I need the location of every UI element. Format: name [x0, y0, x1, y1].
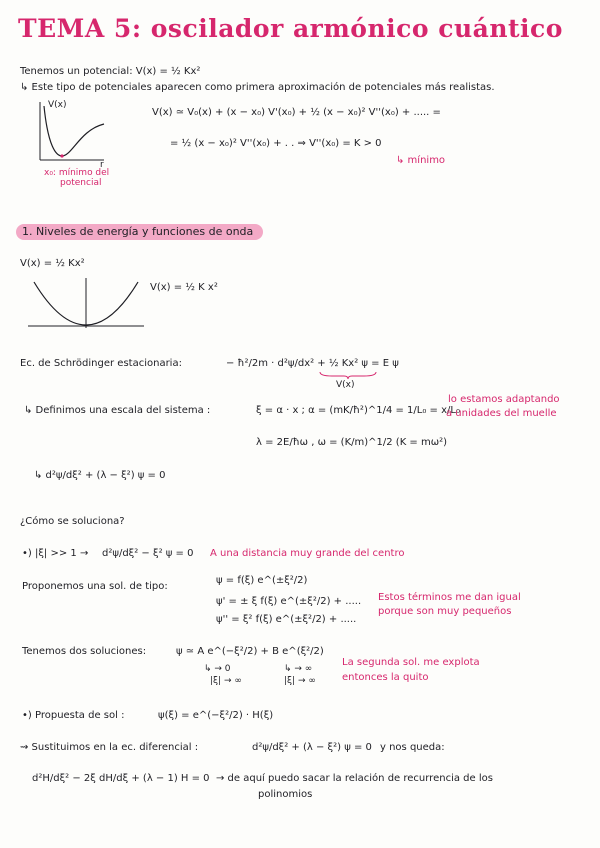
limit-2-cond: |ξ| → ∞: [284, 676, 316, 686]
substitute-label: ⇝ Sustituimos en la ec. diferencial :: [20, 742, 199, 753]
intro-description: ↳ Este tipo de potenciales aparecen como primera aproximación de potenciales más realistas.: [20, 82, 495, 93]
hermite-note-1: → de aquí puedo sacar la relación de recurrencia de los: [216, 773, 493, 784]
two-solutions-label: Tenemos dos soluciones:: [22, 646, 147, 657]
taylor-expansion-1: V(x) ≃ V₀(x) + (x − x₀) V'(x₀) + ½ (x − x₀)² V''(x₀) + ..... =: [152, 107, 441, 118]
substitute-equation: d²ψ/dξ² + (λ − ξ²) ψ = 0: [252, 742, 372, 753]
substitute-tail: y nos queda:: [380, 742, 445, 753]
graph-x-label: r: [100, 160, 104, 170]
scale-equation-2: λ = 2E/ħω , ω = (K/m)^1/2 (K = mω²): [256, 437, 448, 448]
schrodinger-equation: − ħ²/2m · d²ψ/dx² + ½ Kx² ψ = E ψ: [226, 358, 399, 369]
limit-1: ↳ → 0: [204, 664, 231, 674]
asymptotic-equation: d²ψ/dξ² − ξ² ψ = 0: [102, 548, 194, 559]
section-potential: V(x) = ½ Kx²: [20, 258, 85, 269]
scale-note-1: lo estamos adaptando: [448, 394, 560, 405]
proposal-equation: ψ(ξ) = e^(−ξ²/2) · H(ξ): [158, 710, 274, 721]
propose-psi-second: ψ'' = ξ² f(ξ) e^(±ξ²/2) + .....: [216, 614, 357, 625]
graph-y-label: V(x): [48, 100, 67, 110]
section-heading: 1. Niveles de energía y funciones de onda: [16, 224, 263, 240]
page-title: TEMA 5: oscilador armónico cuántico: [18, 14, 563, 43]
propose-note-2: porque son muy pequeños: [378, 606, 512, 617]
limit-2: ↳ → ∞: [284, 664, 313, 674]
two-solutions-note-1: La segunda sol. me explota: [342, 657, 480, 668]
propose-note-1: Estos términos me dan igual: [378, 592, 521, 603]
two-solutions-note-2: entonces la quito: [342, 672, 429, 683]
scale-note-2: a unidades del muelle: [446, 408, 557, 419]
schrodinger-under: V(x): [336, 380, 355, 390]
parabola-graph: [26, 278, 146, 332]
scale-label: ↳ Definimos una escala del sistema :: [24, 405, 211, 416]
asymptotic-label: •) |ξ| >> 1 →: [22, 548, 89, 559]
propose-label: Proponemos una sol. de tipo:: [22, 581, 168, 592]
scale-equation-1: ξ = α · x ; α = (mK/ħ²)^1/4 = 1/L₀ = x/L₀: [256, 405, 460, 416]
potential-well-graph: [34, 100, 114, 166]
propose-psi-prime: ψ' = ± ξ f(ξ) e^(±ξ²/2) + .....: [216, 596, 362, 607]
schrodinger-label: Ec. de Schrödinger estacionaria:: [20, 358, 182, 369]
minimum-note-1: x₀: mínimo del: [44, 168, 110, 178]
limit-1-cond: |ξ| → ∞: [210, 676, 242, 686]
asymptotic-note: A una distancia muy grande del centro: [210, 548, 405, 559]
intro-potential: Tenemos un potencial: V(x) = ½ Kx²: [20, 66, 201, 77]
taylor-expansion-2: = ½ (x − x₀)² V''(x₀) + . . ⇒ V''(x₀) = K > 0: [170, 138, 382, 149]
hermite-note-2: polinomios: [258, 789, 313, 800]
minimum-note-2: potencial: [60, 178, 102, 188]
hermite-equation: d²H/dξ² − 2ξ dH/dξ + (λ − 1) H = 0: [32, 773, 210, 784]
underbrace: [318, 370, 378, 380]
two-solutions-equation: ψ ≃ A e^(−ξ²/2) + B e^(ξ²/2): [176, 646, 324, 657]
minimum-label: ↳ mínimo: [396, 155, 446, 166]
propose-psi: ψ = f(ξ) e^(±ξ²/2): [216, 575, 308, 586]
proposal-label: •) Propuesta de sol :: [22, 710, 125, 721]
reduced-equation: ↳ d²ψ/dξ² + (λ − ξ²) ψ = 0: [34, 470, 166, 481]
parabola-label: V(x) = ½ K x²: [150, 282, 218, 293]
solve-question: ¿Cómo se soluciona?: [20, 516, 125, 527]
